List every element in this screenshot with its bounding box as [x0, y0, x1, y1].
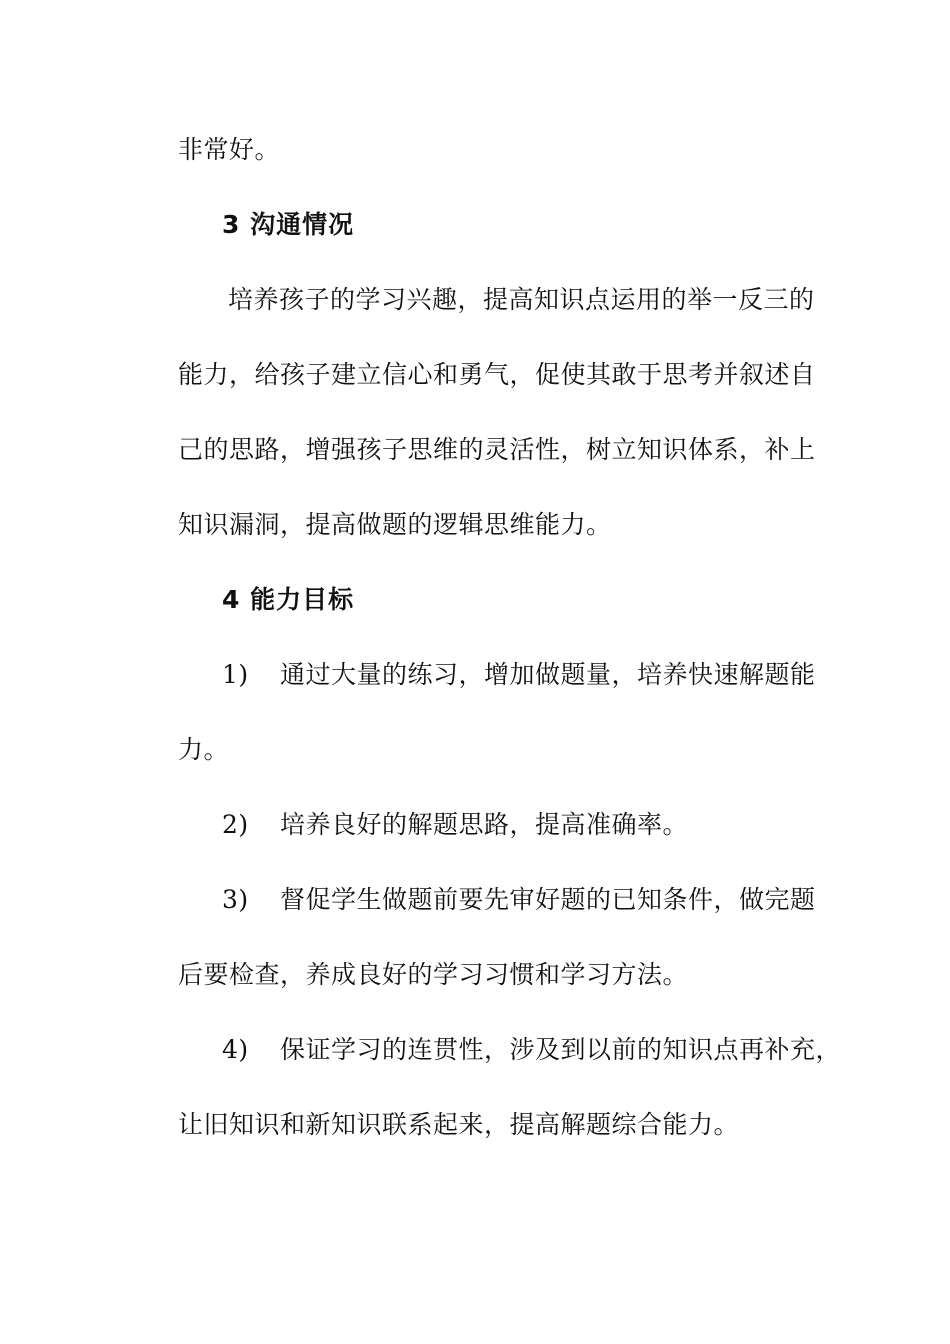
- continuation-line: 非常好。: [178, 135, 281, 164]
- list-item-number: 2): [222, 810, 249, 839]
- list-item-text: 督促学生做题前要先审好题的已知条件，做完题: [280, 885, 816, 914]
- paragraph-line: 培养孩子的学习兴趣，提高知识点运用的举一反三的: [228, 285, 815, 314]
- list-item-number: 1): [222, 660, 249, 689]
- list-item-1: [222, 657, 882, 693]
- list-item-2: [222, 807, 882, 843]
- paragraph-line: 能力，给孩子建立信心和勇气，促使其敢于思考并叙述自: [178, 360, 816, 389]
- list-item-4-continuation: 让旧知识和新知识联系起来，提高解题综合能力。: [178, 1110, 740, 1139]
- paragraph-line: 知识漏洞，提高做题的逻辑思维能力。: [178, 510, 612, 539]
- paragraph-line: 己的思路，增强孩子思维的灵活性，树立知识体系，补上: [178, 435, 816, 464]
- list-item-3: [222, 882, 882, 918]
- list-item-4: [222, 1032, 882, 1068]
- list-item-text: 培养良好的解题思路，提高准确率。: [280, 810, 689, 839]
- list-item-text: 保证学习的连贯性，涉及到以前的知识点再补充，: [280, 1035, 842, 1064]
- list-item-number: 3): [222, 885, 249, 914]
- section-heading-4: 4 能力目标: [222, 585, 355, 614]
- section-heading-3: 3 沟通情况: [222, 210, 355, 239]
- list-item-text: 通过大量的练习，增加做题量，培养快速解题能: [280, 660, 816, 689]
- list-item-3-continuation: 后要检查，养成良好的学习习惯和学习方法。: [178, 960, 689, 989]
- list-item-1-continuation: 力。: [178, 735, 230, 764]
- list-item-number: 4): [222, 1035, 249, 1064]
